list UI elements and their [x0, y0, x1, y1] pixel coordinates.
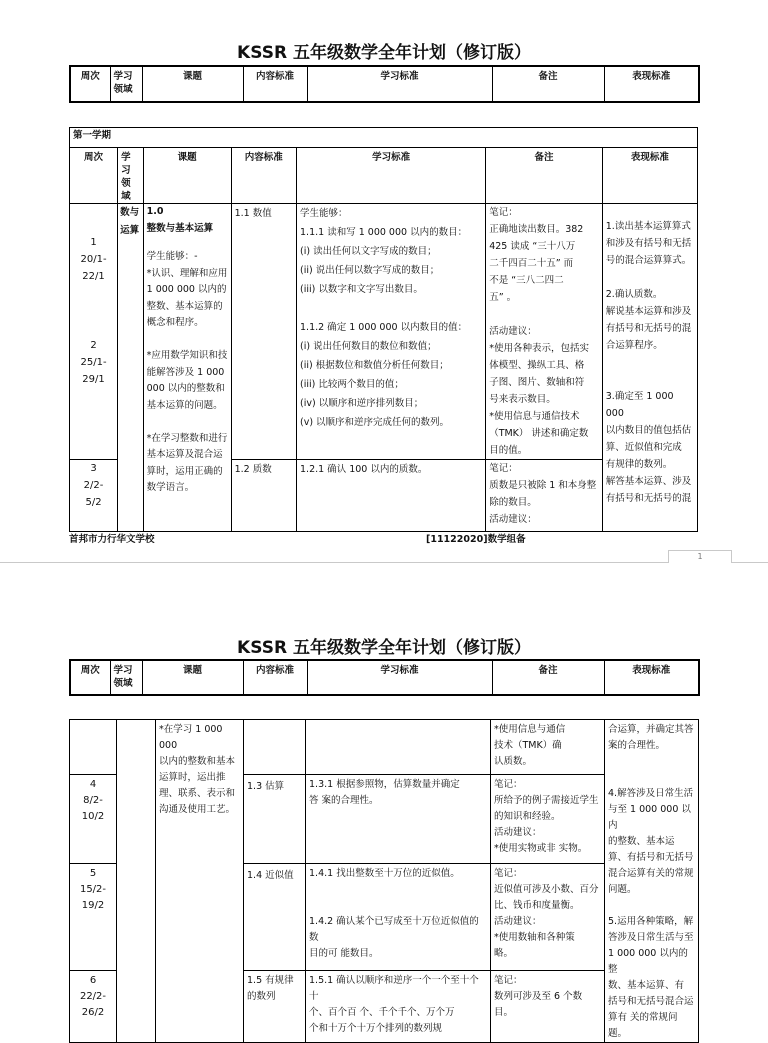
term-label: 第一学期 [70, 128, 698, 148]
col-domain: 学习 领域 [110, 66, 142, 102]
notes-1-5: 笔记： 数列可涉及至 6 个数目。 [491, 970, 605, 1042]
col-performance: 表现标准 [604, 66, 699, 102]
notes-1-2: 笔记： 质数是只被除 1 和本身整 除的数目。 活动建议： [486, 460, 603, 532]
learning-1-3: 1.3.1 根据参照物，估算数量并确定 答 案的合理性。 [306, 774, 491, 863]
domain-cell [117, 720, 156, 1043]
col-domain: 学习 领域 [110, 660, 142, 695]
week-6: 6 22/2- 26/2 [70, 970, 117, 1042]
topic-name: 整数与基本运算 [146, 222, 214, 234]
week-3: 3 2/2- 5/2 [70, 460, 118, 532]
col-learning: 学习标准 [307, 660, 492, 695]
topic-cell-cont: *在学习 1 000 000 以内的整数和基本 运算时，运出推 理、联系、表示和 沟通及使用工艺。 [156, 720, 244, 1043]
notes-cont: *使用信息与通信 技术（TMK）确 认质数。 [491, 720, 605, 775]
col-learning: 学习标准 [307, 66, 492, 102]
topic-detail: 学生能够：- *认识、理解和应用 1 000 000 以内的 整数、基本运算的 概念和程序。 *应用数学知识和技 能解答涉及 1 000 000 以内的整数和 基本运算的问题。 *在学习整数和进行 基本运算及混合运 算时，运用正确的 数学语言。 [146, 251, 228, 493]
week-4: 4 8/2- 10/2 [70, 774, 117, 863]
page-title: KSSR 五年级数学全年计划（修订版） [237, 43, 531, 63]
col-performance: 表现标准 [604, 660, 699, 695]
page-break-line [0, 562, 768, 563]
domain-cell: 数与 运算 [118, 204, 144, 532]
performance-cell: 1.读出基本运算算式 和涉及有括号和无括 号的混合运算算式。 2.确认质数。 解说基本运算和涉及 有括号和无括号的混 合运算程序。 3.确定至 1 000 000 以内数目的值包括估 算、近似值和完成 有规律的数列。 解答基本运算、涉及 有括号和无括号的混 [602, 204, 697, 532]
col-content: 内容标准 [231, 148, 296, 204]
topic-cell [143, 204, 231, 532]
learning-1-5: 1.5.1 确认以顺序和逆序一个一个至十个十 个、百个百 个、千个千个、万个万 个和十万个十万个排列的数列规 [306, 970, 491, 1042]
term1-table-cont [69, 719, 699, 1043]
col-week: 周次 [70, 660, 110, 695]
learning-1-1: 学生能够： 1.1.1 读和写 1 000 000 以内的数目： (i) 读出任何以文字写成的数目； (ii) 说出任何以数字写成的数目； (iii) 以数字和文字写出数目。 1.1.2 确定 1 000 000 以内数目的值： (i) 说出任何数目的数位和数值； (ii) 根据数位和数值分析任何数目； (iii) 比较两个数目的值； (iv) 以顺序和逆序排列数目； (v) 以顺序和逆序完成任何的数列。 [297, 204, 486, 460]
header-table [69, 65, 700, 103]
notes-1-4: 笔记： 近似值可涉及小数、百分 比、钱币和度量衡。 活动建议： *使用数轴和各种策 略。 [491, 864, 605, 971]
content-1-4: 1.4 近似值 [244, 864, 306, 971]
notes-1-1: 笔记： 正确地读出数目。382 425 读成 “三十八万 二千四百二十五” 而 不是 “三八二四二 五” 。 活动建议： *使用各种表示，包括实 体模型、操纵工具、格 子图、图片、数轴和符 号来表示数目。 *使用信息与通信技术 （TMK） 讲述和确定数 目的值。 [486, 204, 603, 460]
col-content: 内容标准 [243, 66, 307, 102]
col-performance: 表现标准 [602, 148, 697, 204]
performance-cell-cont: 合运算，并确定其答 案的合理性。 4.解答涉及日常生活 与至 1 000 000 以内 的整数、基本运 算、有括号和无括号 混合运算有关的常规 问题。 5.运用各种策略，解 答涉及日常生活与至 1 000 000 以内的整 数、基本运算、有 括号和无括号混合运 算有 关的常规问 题。 [605, 720, 699, 1043]
col-notes: 备注 [486, 148, 603, 204]
term1-table [69, 127, 698, 532]
topic-number: 1.0 [146, 206, 164, 217]
page-number: 1 [668, 550, 732, 563]
col-notes: 备注 [492, 660, 604, 695]
footer-school: 首邦市力行华文学校 [69, 534, 155, 545]
col-topic: 课题 [142, 66, 243, 102]
week-2: 2 25/1- 29/1 [80, 340, 107, 385]
col-week: 周次 [70, 148, 118, 204]
content-blank [244, 720, 306, 775]
week-1: 1 20/1- 22/1 [80, 237, 107, 282]
learning-1-2: 1.2.1 确认 100 以内的质数。 [297, 460, 486, 532]
week-5: 5 15/2- 19/2 [70, 864, 117, 971]
page-title: KSSR 五年级数学全年计划（修订版） [237, 638, 531, 658]
notes-1-3: 笔记： 所给予的例子需接近学生 的知识和经验。 活动建议： *使用实物或非 实物。 [491, 774, 605, 863]
content-1-3: 1.3 估算 [244, 774, 306, 863]
week-cell-1-2 [70, 204, 118, 460]
header-table [69, 659, 700, 696]
week-cell-blank [70, 720, 117, 775]
content-1-2: 1.2 质数 [231, 460, 296, 532]
learning-blank [306, 720, 491, 775]
content-1-5: 1.5 有规律 的数列 [244, 970, 306, 1042]
col-domain: 学习 领域 [118, 148, 144, 204]
col-week: 周次 [70, 66, 110, 102]
learning-1-4: 1.4.1 找出整数至十万位的近似值。 1.4.2 确认某个已写成至十万位近似值的数 目的可 能数目。 [306, 864, 491, 971]
content-1-1: 1.1 数值 [231, 204, 296, 460]
col-notes: 备注 [492, 66, 604, 102]
col-topic: 课题 [142, 660, 243, 695]
footer-group: [11122020]数学组备 [426, 534, 526, 545]
col-learning: 学习标准 [297, 148, 486, 204]
col-content: 内容标准 [243, 660, 307, 695]
col-topic: 课题 [143, 148, 231, 204]
